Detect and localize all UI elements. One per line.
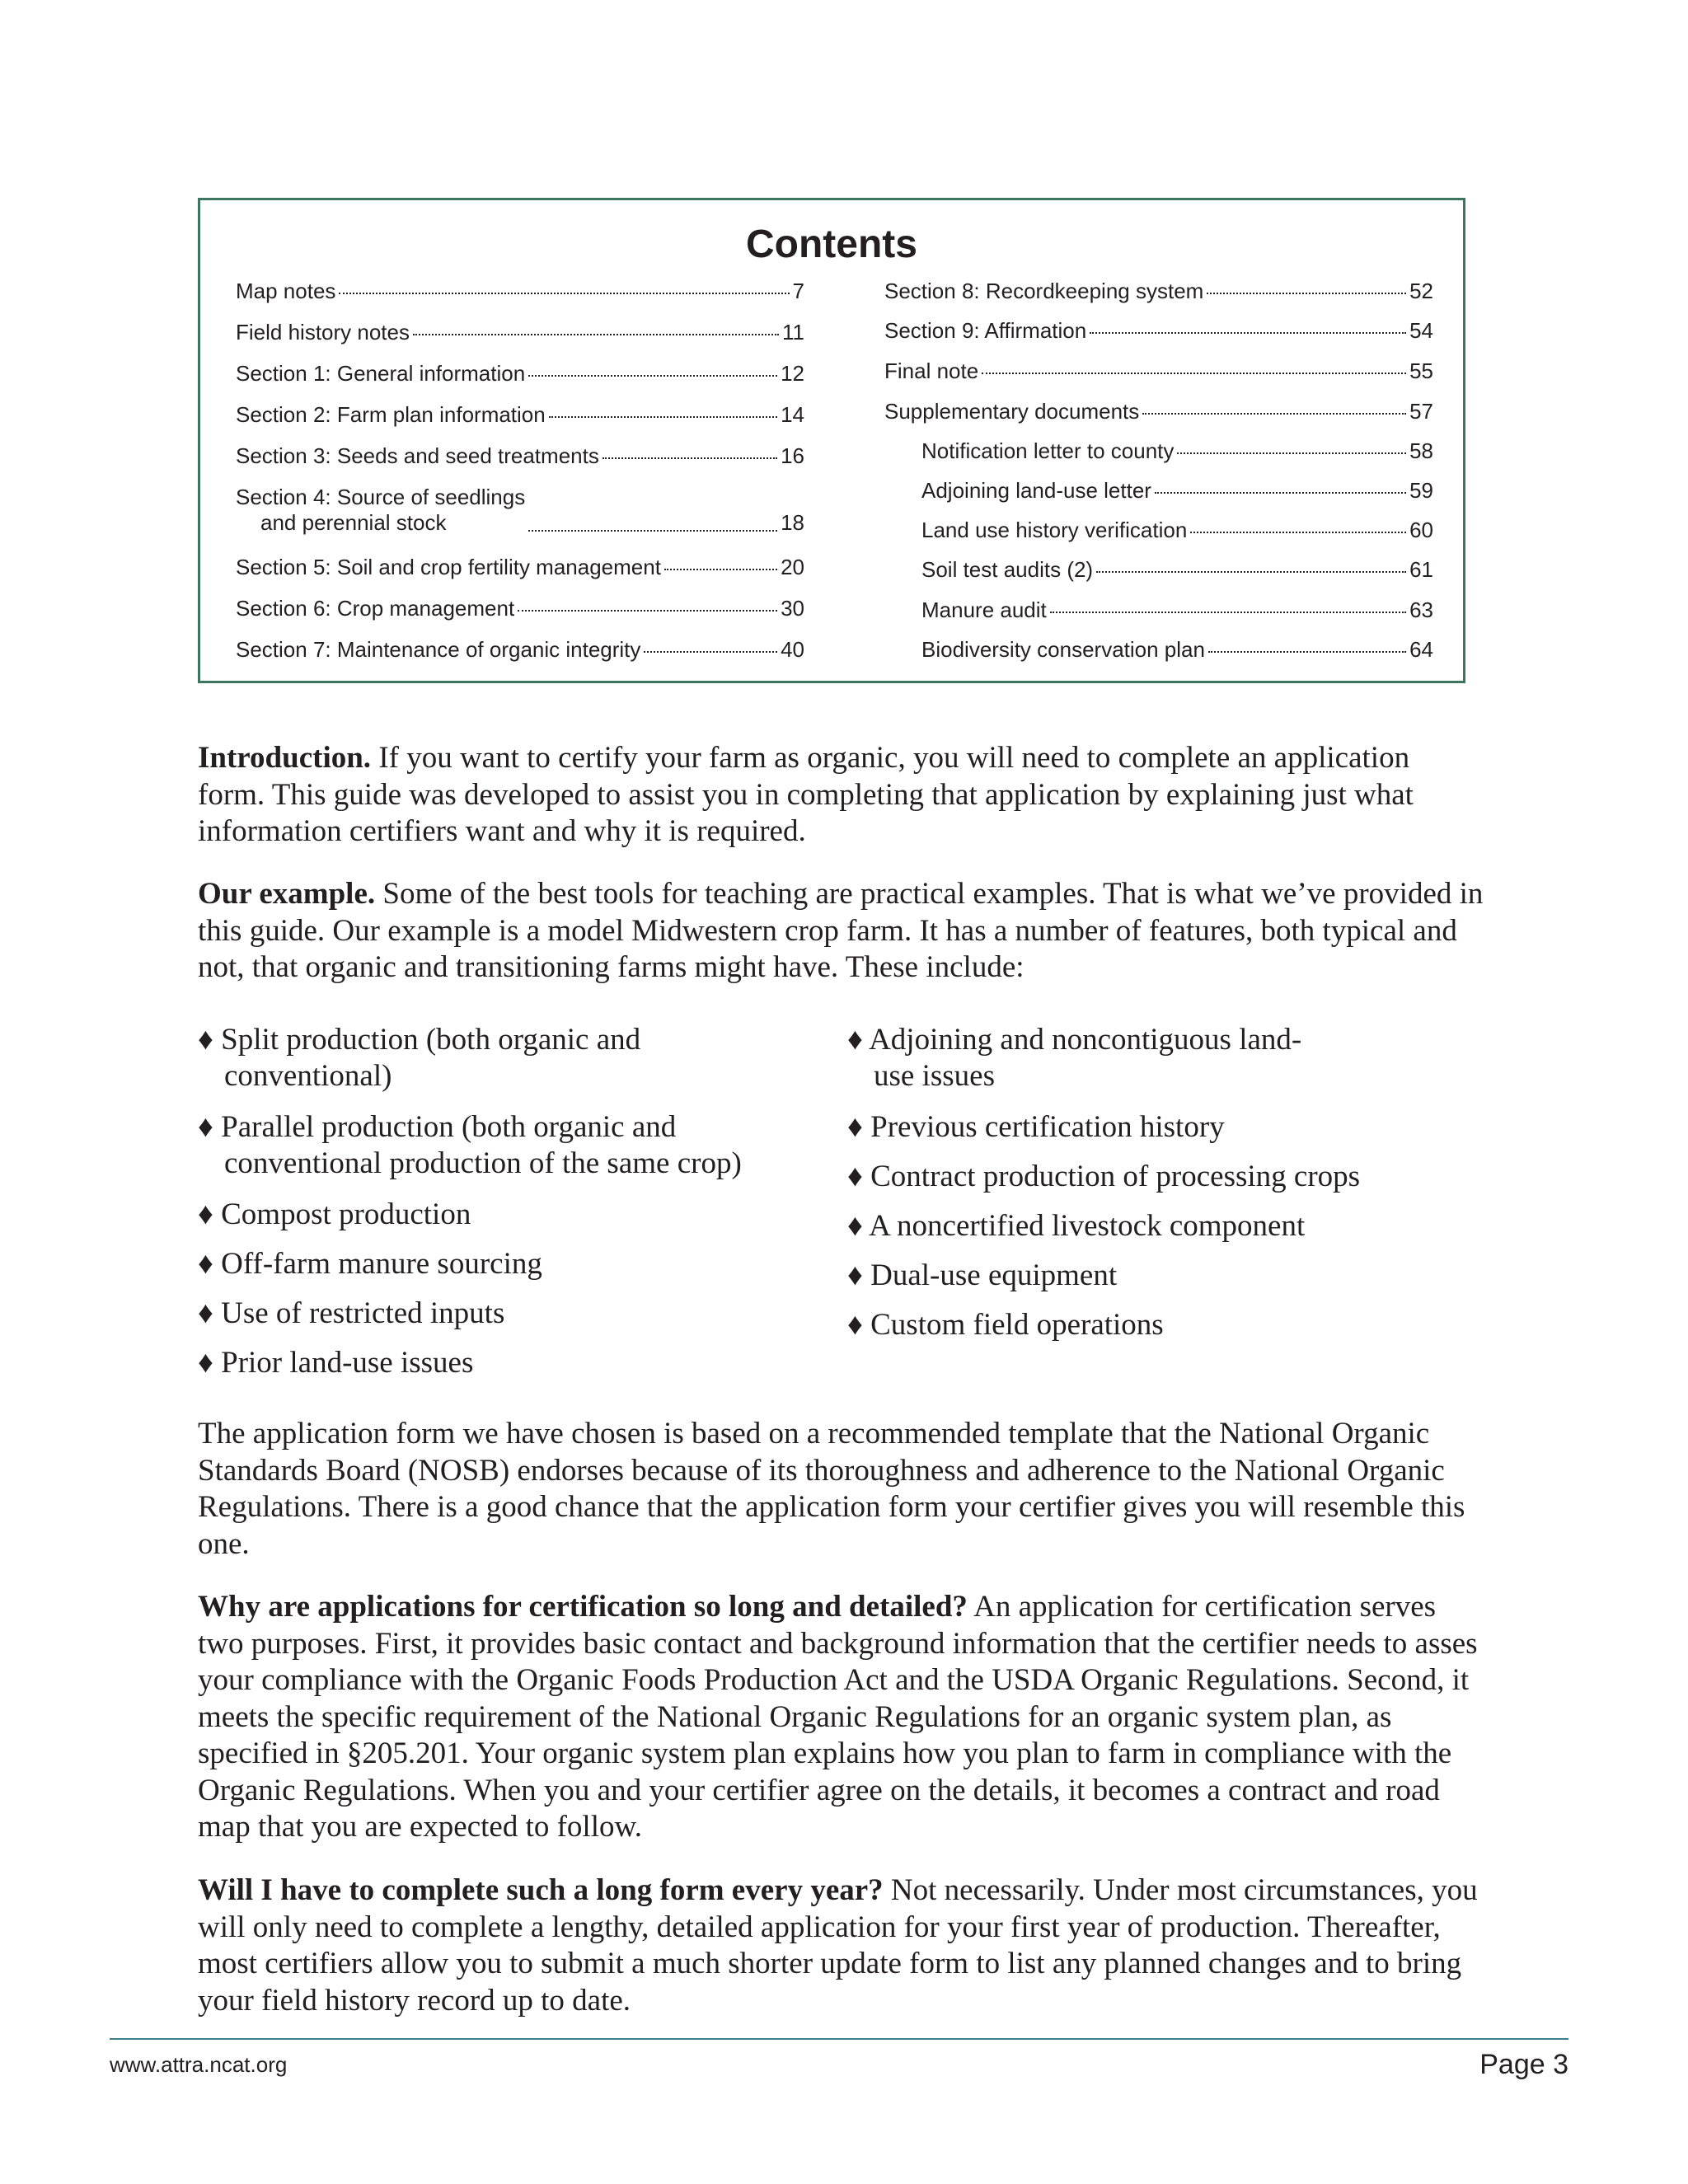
toc-entry-page: 55 xyxy=(1409,359,1433,383)
application-form-paragraph xyxy=(198,1416,1484,1563)
bullet-item: ♦ Custom field operations xyxy=(847,1308,1164,1342)
footer-url[interactable]: www.attra.ncat.org xyxy=(110,2052,288,2077)
toc-entry-page: 54 xyxy=(1409,318,1433,343)
toc-entry-page: 58 xyxy=(1409,438,1433,463)
toc-leader-dots xyxy=(1155,492,1406,494)
example-heading: Our example. xyxy=(198,877,376,911)
toc-entry-label: Supplementary documents xyxy=(884,399,1140,424)
toc-entry[interactable] xyxy=(236,443,804,469)
every-year-heading: Will I have to complete such a long form every year? xyxy=(198,1873,884,1907)
bullet-item: ♦ A noncertified livestock component xyxy=(847,1209,1306,1243)
toc-entry-label: Section 4: Source of seedlings and perennial stock xyxy=(236,485,526,535)
toc-entry-label: Section 8: Recordkeeping system xyxy=(884,279,1204,303)
toc-entry-page: 63 xyxy=(1409,598,1433,622)
toc-entry[interactable] xyxy=(236,320,804,345)
toc-leader-dots xyxy=(549,416,777,418)
why-long-text: An application for certification serves two purposes. First, it provides basic contact and background information that the certifier needs to asses your compliance with the Organic Foods Production Act and the USDA Organic Regulations. Second, it meets the specific requirement of the National Organic Regulations for an organic system plan, as specified in §205.201. Your organic system plan explains how you plan to farm in compliance with the Organic Regulations. When you and your certifier agree on the details, it becomes a contract and road map that you are expected to follow. xyxy=(198,1590,1478,1844)
every-year-text: Not necessarily. Under most circumstances, you will only need to complete a lengthy, detailed application for your first year of production. Thereafter, most certifiers allow you to submit a much shorter update form to list any planned changes and to bring your field history record up to date. xyxy=(198,1873,1478,2018)
toc-leader-dots xyxy=(603,457,777,459)
toc-entry-label: Final note xyxy=(884,359,979,383)
example-text: Some of the best tools for teaching are practical examples. That is what we’ve provided in this guide. Our example is a model Midwestern crop farm. It has a number of features, both typical and not, that organic and transitioning farms might have. These include: xyxy=(198,877,1484,984)
toc-entry-label: Section 1: General information xyxy=(236,361,526,386)
toc-entry-label: Biodiversity conservation plan xyxy=(921,637,1205,662)
bullet-item: ♦ Off-farm manure sourcing xyxy=(198,1247,542,1281)
toc-entry-page: 14 xyxy=(781,402,804,427)
intro-text: If you want to certify your farm as organic, you will need to complete an application form. This guide was developed to assist you in completing that application by explaining just what information certifiers want and why it is required. xyxy=(198,741,1414,848)
toc-leader-dots xyxy=(1050,612,1406,613)
footer-rule xyxy=(110,2038,1568,2040)
example-paragraph xyxy=(198,876,1484,987)
toc-entry-label: Section 9: Affirmation xyxy=(884,318,1087,343)
toc-leader-dots xyxy=(1207,293,1406,294)
toc-leader-dots xyxy=(518,610,777,612)
intro-heading: Introduction. xyxy=(198,741,372,775)
toc-entry[interactable] xyxy=(236,485,804,536)
toc-entry-page: 20 xyxy=(781,555,804,579)
toc-entry-label: Field history notes xyxy=(236,320,410,344)
toc-leader-dots xyxy=(1190,532,1406,533)
toc-entry-page: 12 xyxy=(781,361,804,386)
toc-entry-page: 40 xyxy=(781,637,804,662)
toc-entry[interactable] xyxy=(884,279,1433,304)
toc-leader-dots xyxy=(1142,413,1406,415)
bullet-item: ♦ Use of restricted inputs xyxy=(198,1296,505,1330)
toc-leader-dots xyxy=(1208,651,1406,653)
toc-entry-label: Section 2: Farm plan information xyxy=(236,402,546,427)
toc-entry-label: Notification letter to county xyxy=(921,438,1175,463)
toc-entry-page: 11 xyxy=(782,320,804,344)
toc-entry-label: Adjoining land-use letter xyxy=(921,478,1151,503)
bullet-item: ♦ Split production (both organic and conventional) xyxy=(198,1023,641,1093)
toc-entry-label: Soil test audits (2) xyxy=(921,557,1094,582)
toc-entry[interactable] xyxy=(884,557,1433,583)
toc-entry-page: 64 xyxy=(1409,637,1433,662)
toc-entry[interactable] xyxy=(236,555,804,580)
toc-leader-dots xyxy=(528,530,777,532)
intro-paragraph xyxy=(198,740,1484,851)
toc-entry[interactable] xyxy=(884,598,1433,623)
toc-entry[interactable] xyxy=(236,361,804,387)
toc-entry-label: Manure audit xyxy=(921,598,1047,622)
toc-leader-dots xyxy=(1096,571,1406,573)
bullet-item: ♦ Dual-use equipment xyxy=(847,1258,1118,1292)
toc-entry-label: Section 3: Seeds and seed treatments xyxy=(236,443,599,468)
contents-box xyxy=(198,198,1465,683)
why-long-paragraph xyxy=(198,1589,1484,1846)
toc-entry[interactable] xyxy=(884,637,1433,663)
toc-entry-page: 57 xyxy=(1409,399,1433,424)
toc-entry-page: 7 xyxy=(792,279,804,303)
toc-entry-label: Section 7: Maintenance of organic integrity xyxy=(236,637,641,662)
bullet-item: ♦ Compost production xyxy=(198,1197,471,1231)
toc-leader-dots xyxy=(1090,332,1406,334)
toc-leader-dots xyxy=(528,375,777,377)
toc-entry-page: 18 xyxy=(781,510,804,535)
why-long-heading: Why are applications for certification so long and detailed? xyxy=(198,1590,968,1624)
toc-entry-page: 16 xyxy=(781,443,804,468)
toc-entry-label: Land use history verification xyxy=(921,518,1188,542)
toc-leader-dots xyxy=(339,293,789,294)
toc-entry-page: 52 xyxy=(1409,279,1433,303)
page-number: Page 3 xyxy=(1479,2049,1568,2080)
toc-leader-dots xyxy=(982,373,1406,374)
toc-entry-page: 61 xyxy=(1409,557,1433,582)
toc-entry-page: 60 xyxy=(1409,518,1433,542)
bullet-item: ♦ Adjoining and noncontiguous land- use issues xyxy=(847,1023,1302,1093)
toc-leader-dots xyxy=(1177,452,1406,454)
toc-entry-page: 30 xyxy=(781,596,804,621)
toc-entry[interactable] xyxy=(884,518,1433,543)
toc-entry[interactable] xyxy=(884,399,1433,424)
toc-entry[interactable] xyxy=(884,359,1433,384)
toc-leader-dots xyxy=(664,569,777,570)
toc-leader-dots xyxy=(413,334,779,335)
toc-entry-label: Section 6: Crop management xyxy=(236,596,515,621)
toc-entry[interactable] xyxy=(236,596,804,621)
every-year-paragraph xyxy=(198,1872,1484,2019)
toc-entry[interactable] xyxy=(884,318,1433,344)
toc-entry[interactable] xyxy=(236,279,804,304)
toc-entry[interactable] xyxy=(236,402,804,428)
toc-entry[interactable] xyxy=(884,478,1433,504)
bullet-item: ♦ Contract production of processing crops xyxy=(847,1160,1361,1193)
application-form-text: The application form we have chosen is based on a recommended template that the National Organic Standards Board (NOSB) endorses because of its thoroughness and adherence to the National Organic Regulations. There is a good chance that the application form your certifier gives you will resemble this one. xyxy=(198,1417,1465,1561)
toc-entry[interactable] xyxy=(236,637,804,663)
bullet-item: ♦ Prior land-use issues xyxy=(198,1346,474,1380)
toc-entry-page: 59 xyxy=(1409,478,1433,503)
toc-leader-dots xyxy=(644,651,777,653)
bullet-item: ♦ Parallel production (both organic and conventional production of the same crop) xyxy=(198,1110,742,1180)
toc-entry-label: Map notes xyxy=(236,279,336,303)
contents-title: Contents xyxy=(746,223,917,266)
bullet-item: ♦ Previous certification history xyxy=(847,1110,1225,1144)
toc-entry-label: Section 5: Soil and crop fertility management xyxy=(236,555,661,579)
toc-entry[interactable] xyxy=(884,438,1433,464)
